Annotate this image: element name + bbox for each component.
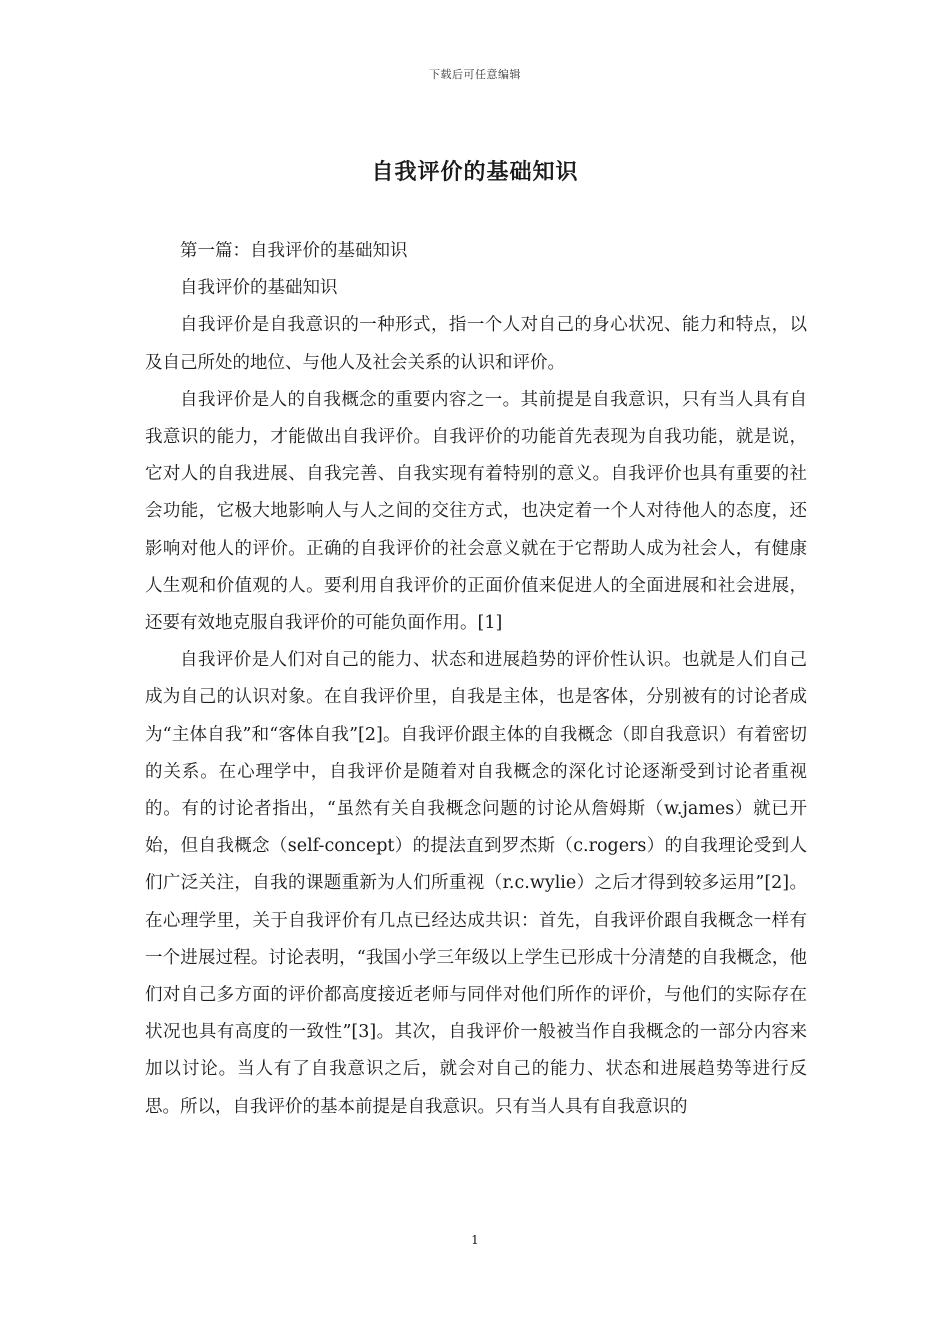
- document-title: 自我评价的基础知识: [371, 159, 579, 185]
- page-number: 1: [471, 1233, 479, 1247]
- document-body: [145, 233, 807, 1126]
- paragraph-definition: 自我评价是自我意识的一种形式，指一个人对自己的身心状况、能力和特点，以及自己所处的地位、与他人及社会关系的认识和评价。: [145, 315, 807, 373]
- paragraph-evaluative-cognition: 自我评价是人们对自己的能力、状态和进展趋势的评价性认识。也就是人们自己成为自己的认识对象。在自我评价里，自我是主体，也是客体，分别被有的讨论者成为“主体自我”和“客体自我”[2]。自我评价跟主体的自我概念（即自我意识）有着密切的关系。在心理学中，自我评价是随着对自我概念的深化讨论逐渐受到讨论者重视的。有的讨论者指出，“虽然有关自我概念问题的讨论从詹姆斯（w.james）就已开始，但自我概念（self-concept）的提法直到罗杰斯（c.rogers）的自我理论受到人们广泛关注，自我的课题重新为人们所重视（r.c.wylie）之后才得到较多运用”[2]。在心理学里，关于自我评价有几点已经达成共识：首先，自我评价跟自我概念一样有一个进展过程。讨论表明，“我国小学三年级以上学生已形成十分清楚的自我概念，他们对自己多方面的评价都高度接近老师与同伴对他们所作的评价，与他们的实际存在状况也具有高度的一致性”[3]。其次，自我评价一般被当作自我概念的一部分内容来加以讨论。当人有了自我意识之后，就会对自己的能力、状态和进展趋势等进行反思。所以，自我评价的基本前提是自我意识。只有当人具有自我意识的: [145, 650, 807, 1117]
- header-note: 下载后可任意编辑: [429, 68, 521, 81]
- paragraph-chapter-heading: 第一篇：自我评价的基础知识: [180, 241, 408, 261]
- paragraph-section-heading: 自我评价的基础知识: [180, 278, 338, 299]
- paragraph-self-concept: 自我评价是人的自我概念的重要内容之一。其前提是自我意识，只有当人具有自我意识的能力，才能做出自我评价。自我评价的功能首先表现为自我功能，就是说，它对人的自我进展、自我完善、自我实现有着特别的意义。自我评价也具有重要的社会功能，它极大地影响人与人之间的交往方式，也决定着一个人对待他人的态度，还影响对他人的评价。正确的自我评价的社会意义就在于它帮助人成为社会人，有健康人生观和价值观的人。要利用自我评价的正面价值来促进人的全面进展和社会进展，还要有效地克服自我评价的可能负面作用。[1]: [145, 389, 807, 634]
